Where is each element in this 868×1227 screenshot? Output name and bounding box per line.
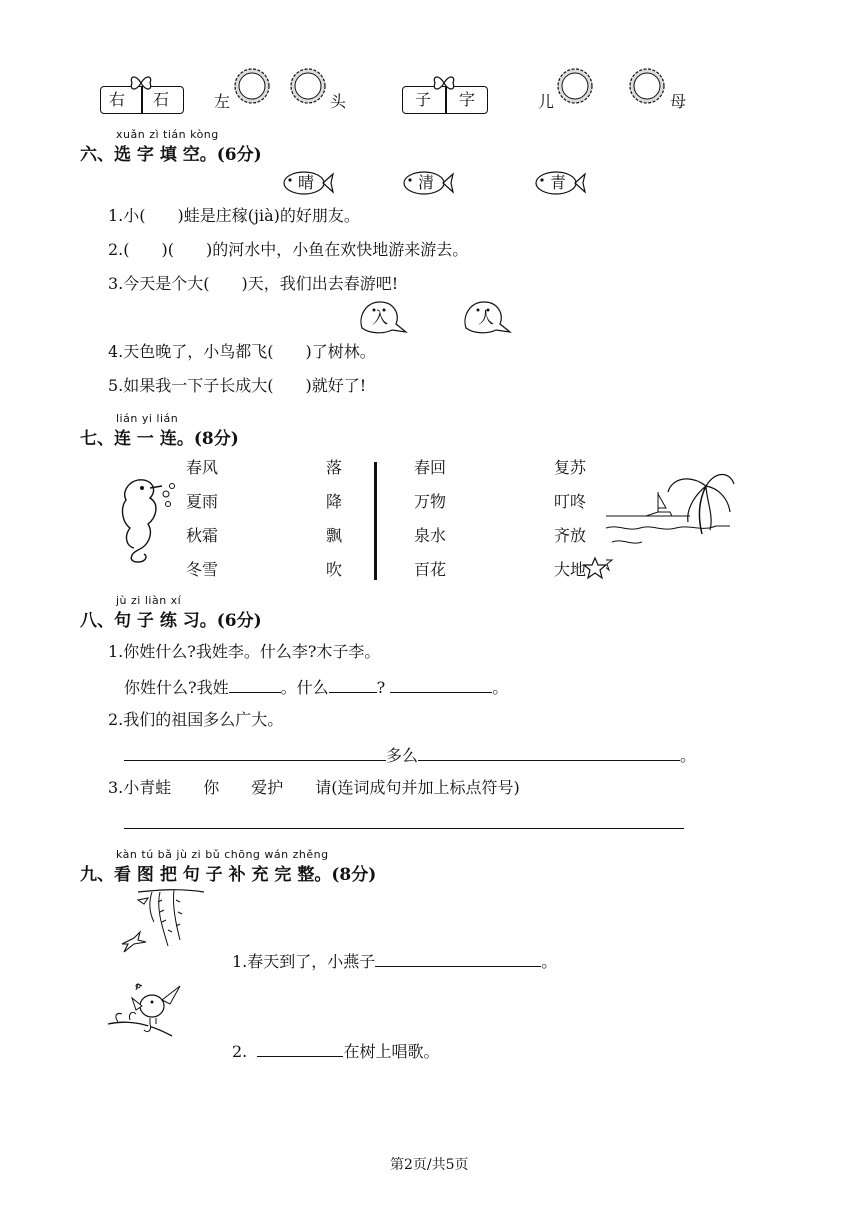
s8-q2-blank-2[interactable] xyxy=(418,744,680,761)
s6-item-5: 5.如果我一下子长成大( )就好了! xyxy=(108,376,367,395)
s8-q2-blank-1[interactable] xyxy=(124,744,386,761)
pair2-char-b: 字 xyxy=(459,90,476,109)
s7-left-a-1: 春风 xyxy=(186,458,219,477)
singing-bird-illustration xyxy=(106,980,186,1044)
bird-card-2 xyxy=(460,298,512,336)
bird-char-2: 人 xyxy=(478,308,495,327)
s8-q1-part-1: 你姓什么?我姓 xyxy=(124,678,229,697)
column-divider xyxy=(374,462,377,580)
s7-right-a-4: 百花 xyxy=(414,560,447,579)
s7-right-b-4: 大地 xyxy=(554,560,587,579)
mu-char: 母 xyxy=(670,92,687,111)
s8-q2-mid: 多么 xyxy=(386,746,419,765)
section7-title: 七、连 一 连。(8分) xyxy=(80,429,239,449)
s9-q2-num: 2. xyxy=(232,1042,248,1061)
s7-left-a-4: 冬雪 xyxy=(186,560,219,579)
s7-right-b-1: 复苏 xyxy=(554,458,587,477)
s7-right-b-2: 叮咚 xyxy=(554,492,587,511)
scallop-blank-3[interactable] xyxy=(555,66,595,106)
s8-q1-blank-1[interactable] xyxy=(229,676,281,693)
s8-q2-end: 。 xyxy=(680,746,697,765)
pair1-char-a: 右 xyxy=(109,90,126,109)
s8-q3: 3.小青蛙 你 爱护 请(连词成句并加上标点符号) xyxy=(108,778,520,797)
s8-q1-part-2: 。什么 xyxy=(280,678,329,697)
s9-q2-line xyxy=(232,1040,439,1062)
seahorse-icon xyxy=(108,474,178,566)
section8-pinyin: jù zi liàn xí xyxy=(116,594,182,607)
bird-char-1: 入 xyxy=(372,308,389,327)
s7-left-a-2: 夏雨 xyxy=(186,492,219,511)
s7-right-a-2: 万物 xyxy=(414,492,447,511)
s7-left-a-3: 秋霜 xyxy=(186,526,219,545)
s8-q1: 1.你姓什么?我姓李。什么李?木子李。 xyxy=(108,642,381,661)
s7-right-a-1: 春回 xyxy=(414,458,447,477)
fish-char-2: 清 xyxy=(418,173,435,192)
bird-card-1 xyxy=(356,298,408,336)
section6-pinyin: xuǎn zì tián kòng xyxy=(116,128,219,141)
pair2-char-a: 子 xyxy=(415,90,432,109)
s9-q1-blank[interactable] xyxy=(375,950,541,967)
fish-card-1 xyxy=(282,168,334,198)
s8-q2-answer-line xyxy=(124,744,696,766)
left-char: 左 xyxy=(214,92,231,111)
swallow-willow-illustration xyxy=(118,886,210,958)
beach-palm-illustration xyxy=(606,468,736,580)
scallop-blank-2[interactable] xyxy=(288,66,328,106)
s6-item-3: 3.今天是个大( )天，我们出去春游吧! xyxy=(108,274,399,293)
s9-q1-line xyxy=(232,950,557,972)
s9-q1-text: 1.春天到了，小燕子 xyxy=(232,952,376,971)
section8-title: 八、句 子 练 习。(6分) xyxy=(80,611,262,631)
section7-pinyin: lián yi lián xyxy=(116,412,179,425)
s8-q1-blank-3[interactable] xyxy=(390,676,492,693)
er-char: 儿 xyxy=(538,92,555,111)
s8-q1-blank-2[interactable] xyxy=(329,676,377,693)
s9-q1-end: 。 xyxy=(541,952,558,971)
s8-q1-part-3: ? xyxy=(376,678,386,697)
s6-item-2: 2.( )( )的河水中，小鱼在欢快地游来游去。 xyxy=(108,240,469,259)
starfish-icon xyxy=(582,556,608,580)
head-char: 头 xyxy=(330,92,347,111)
section9-title: 九、看 图 把 句 子 补 充 完 整。(8分) xyxy=(80,865,377,885)
section6-title: 六、选 字 填 空。(6分) xyxy=(80,145,262,165)
s9-q2-text: 在树上唱歌。 xyxy=(343,1042,440,1061)
scallop-blank-1[interactable] xyxy=(232,66,272,106)
s7-right-a-3: 泉水 xyxy=(414,526,447,545)
s6-item-1: 1.小( )蛙是庄稼(jià)的好朋友。 xyxy=(108,206,360,225)
page-number: 第2页/共5页 xyxy=(390,1157,469,1173)
s6-item-4: 4.天色晚了，小鸟都飞( )了树林。 xyxy=(108,342,376,361)
scallop-blank-4[interactable] xyxy=(627,66,667,106)
s7-left-b-4: 吹 xyxy=(326,560,343,579)
pair1-char-b: 石 xyxy=(153,90,170,109)
bow-icon xyxy=(431,74,457,92)
s7-left-b-3: 飘 xyxy=(326,526,343,545)
fish-char-3: 青 xyxy=(550,173,567,192)
fish-card-3 xyxy=(534,168,586,198)
section9-pinyin: kàn tú bǎ jù zi bǔ chōng wán zhěng xyxy=(116,848,329,861)
s8-q3-answer-blank[interactable] xyxy=(124,828,684,829)
fish-card-2 xyxy=(402,168,454,198)
s7-right-b-3: 齐放 xyxy=(554,526,587,545)
s8-q1-part-4: 。 xyxy=(492,678,509,697)
fish-char-1: 晴 xyxy=(298,173,315,192)
s8-q2: 2.我们的祖国多么广大。 xyxy=(108,710,284,729)
bow-icon xyxy=(128,74,154,92)
s7-left-b-1: 落 xyxy=(326,458,343,477)
s7-left-b-2: 降 xyxy=(326,492,343,511)
s8-q1-answer-line xyxy=(124,676,508,698)
s9-q2-blank[interactable] xyxy=(257,1040,343,1057)
